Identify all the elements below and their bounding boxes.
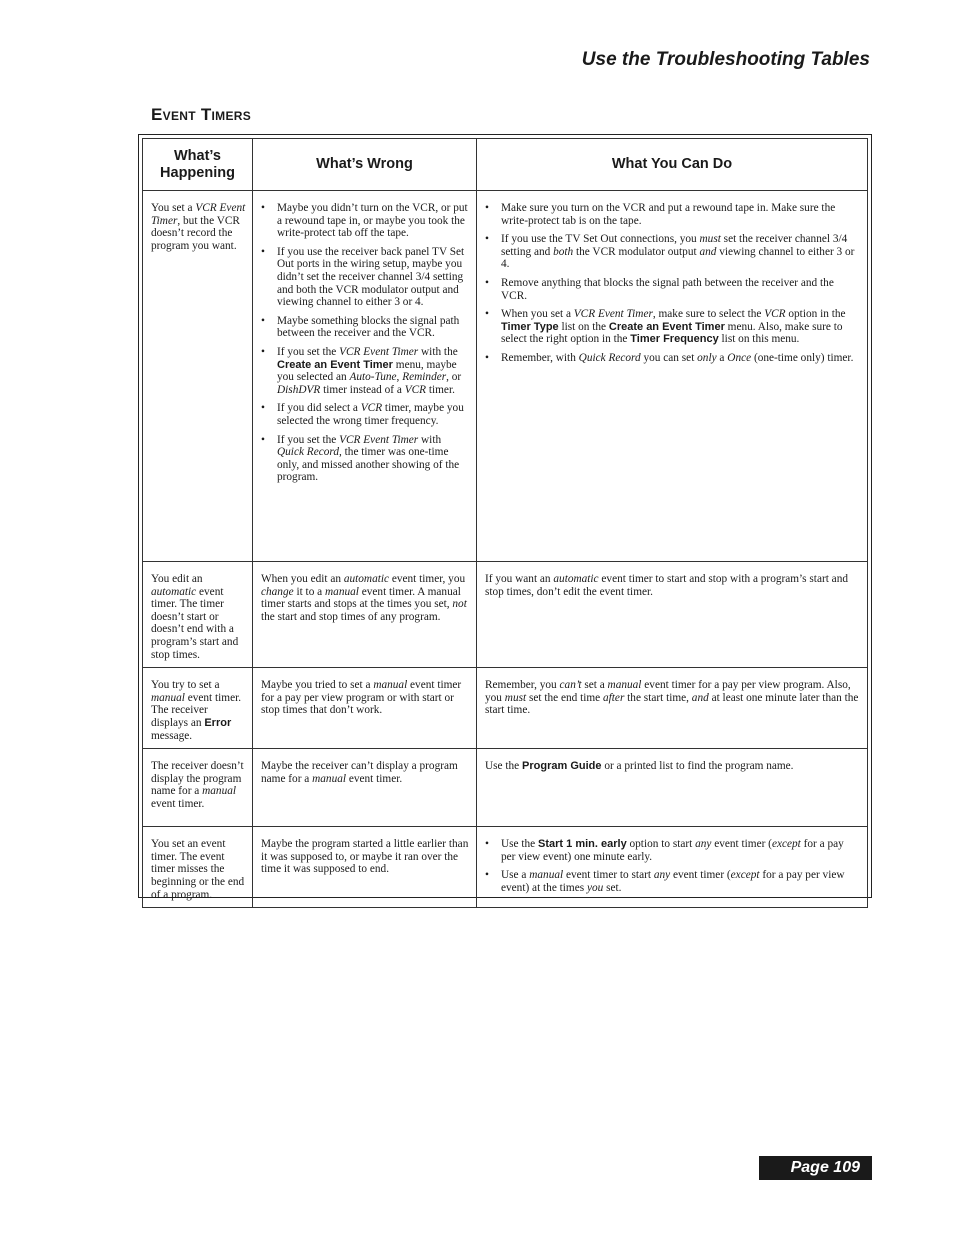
list-item [277,434,470,484]
emphasis-text: any [695,838,712,851]
text-run: event timer. A manual timer starts and stops at the times you set, [261,585,461,611]
list-item [501,838,861,863]
emphasis-text: automatic [553,573,599,585]
emphasis-text: manual [529,869,564,882]
emphasis-text: VCR Event Timer [151,202,246,227]
text-run: Make sure you turn on the VCR and put a rewound tape in. Make sure the write-protect tab is on the tape. [501,202,836,227]
bullet-list [261,202,470,484]
list-item [277,246,470,309]
list-item [501,277,861,302]
text-run: set the end time [526,691,603,704]
emphasis-text: not [452,598,467,611]
list-item [277,346,470,396]
text-run: You edit an [151,573,203,585]
text-run: set a [581,679,608,692]
cell-can-do [477,668,868,749]
column-header-wrong: What’s Wrong [253,139,477,191]
text-run: for a pay per view event) at the times [501,869,845,894]
bullet-list [485,838,861,894]
emphasis-text: Quick Record [578,351,641,364]
emphasis-text: any [653,869,671,882]
ui-term: Program Guide [522,760,602,773]
text-run: event timer to start [563,869,654,882]
table-row [143,668,868,749]
cell-wrong [253,191,477,562]
text-run: a [716,351,728,364]
text-run: You set a [151,202,196,214]
list-item [277,202,470,240]
list-item [277,402,470,427]
ui-term: Create an Event Timer [608,320,725,333]
text-run: event timer to start and stop with a program’s start and stop times, don’t edit the event timer. [485,573,848,598]
list-item [501,869,861,894]
cell-can-do [477,749,868,827]
text-run: timer instead of a [320,383,405,396]
emphasis-text: must [504,691,527,704]
ui-term: Create an Event Timer [277,358,393,371]
text-run: If you use the TV Set Out connections, you [501,233,700,246]
emphasis-text: Quick Record, [277,446,342,459]
column-header-happening: What’s Happening [143,139,253,191]
column-header-can-do: What You Can Do [477,139,868,191]
cell-happening [143,191,253,562]
text-run: for a pay per view event) one minute early. [501,838,844,863]
text-run: event timer for a pay per view program. Also, you [485,679,851,704]
text-run: event timer ( [711,838,772,851]
text-run: If you did select a [277,402,361,415]
text-run: list on this menu. [718,333,800,346]
ui-term: Timer Type [501,320,559,333]
cell-wrong [253,668,477,749]
emphasis-text: manual [373,679,408,692]
text-run: timer. [426,383,455,396]
text-run: option to start [626,838,696,851]
table-row [143,749,868,827]
emphasis-text: manual [607,679,642,692]
emphasis-text: automatic [343,573,390,585]
cell-happening [143,668,253,749]
page-header-title: Use the Troubleshooting Tables [581,49,870,70]
text-run: You set an event timer. The event timer misses the beginning or the end of a program. [151,838,245,901]
ui-term: Error [204,716,232,729]
text-run: If you want an [485,573,554,585]
emphasis-text: VCR Event Timer [339,345,419,358]
text-run: set. [603,881,622,894]
text-run: You try to set a [151,679,220,692]
text-run: Remember, you [485,679,560,692]
emphasis-text: change [261,585,294,598]
text-run: Maybe the receiver can’t display a program name for a [261,760,458,785]
text-run: the start and stop times of any program. [261,610,441,623]
emphasis-text: VCR [764,308,786,321]
troubleshooting-table [142,138,868,908]
emphasis-text: and [691,691,709,704]
emphasis-text: except [771,838,801,851]
text-run: viewing channel to either 3 or 4. [501,245,855,271]
text-run: event timer. [346,772,403,785]
emphasis-text: VCR Event Timer [339,433,419,446]
text-run: the start time, [624,691,692,704]
cell-wrong [253,562,477,668]
text-run: When you edit an [261,573,344,585]
emphasis-text: manual [151,691,185,704]
list-item [501,202,861,227]
text-run: timer, maybe you selected the wrong timer frequency. [277,402,464,427]
table-row [143,191,868,562]
text-run: the timer was one-time only, and missed another showing of the program. [277,446,460,484]
emphasis-text: can’t [559,679,582,692]
emphasis-text: Reminder [402,371,447,384]
text-run: or a printed list to find the program name. [601,760,794,773]
cell-happening [143,749,253,827]
text-run: event timer, you [389,573,466,585]
text-run: Maybe you tried to set a [261,679,374,692]
text-run: The receiver doesn’t display the program name for a [151,760,244,798]
emphasis-text: you [586,881,604,894]
text-run: If you set the [277,345,340,358]
emphasis-text: after [603,691,625,704]
text-run: menu, maybe you selected an [277,358,457,384]
cell-can-do [477,562,868,668]
emphasis-text: must [699,233,721,246]
text-run: event timer ( [670,869,731,882]
text-run: event timer. [151,797,205,810]
list-item [277,315,470,340]
ui-term: Start 1 min. early [538,838,627,851]
emphasis-text: Auto-Tune [349,371,397,384]
cell-wrong [253,827,477,908]
troubleshooting-table-frame [138,134,872,901]
emphasis-text: manual [202,785,237,798]
text-run: event timer. The receiver displays an [151,691,242,729]
emphasis-text: VCR [404,383,427,396]
text-run: event timer. The timer doesn’t start or doesn’t end with a program’s start and stop times. [151,585,239,661]
text-run: it to a [293,585,326,598]
table-row [143,827,868,908]
text-run: If you use the receiver back panel TV Set Out ports in the wiring setup, maybe you didn’t set the receiver channel 3/4 setting and both the VCR modulator output and viewing channel to either 3 or 4. [277,245,465,309]
text-run: (one-time only) timer. [751,351,854,364]
text-run: If you set the [277,433,340,446]
table-header-row [143,139,868,191]
list-item [501,233,861,271]
text-run: at least one minute later than the start time. [485,691,859,717]
text-run: with [418,433,442,446]
cell-can-do [477,191,868,562]
text-run: , but the VCR doesn’t record the program you want. [151,214,240,252]
emphasis-text: and [699,245,717,258]
cell-wrong [253,749,477,827]
text-run: menu. Also, make sure to select the right option in the [501,320,843,346]
text-run: Remember, with [501,351,579,364]
emphasis-text: manual [325,585,359,598]
text-run: option in the [785,308,846,321]
list-item [501,308,861,346]
cell-happening [143,827,253,908]
cell-happening [143,562,253,668]
text-run: Maybe something blocks the signal path between the receiver and the VCR. [277,314,460,340]
cell-can-do [477,827,868,908]
emphasis-text: DishDVR [277,383,321,396]
text-run: Maybe you didn’t turn on the VCR, or put a rewound tape in, or maybe you took the write-protect tab off the tape. [277,202,468,240]
list-item [501,352,861,365]
emphasis-text: Once [727,351,752,364]
text-run: message. [151,729,193,742]
page-number-badge: Page 109 [759,1156,872,1180]
text-run: , make sure to select the [652,308,765,321]
text-run: , [396,371,403,384]
text-run: you can set [640,351,698,364]
text-run: Maybe the program started a little earlier than it was supposed to, or maybe it ran over the time it was supposed to end. [261,838,469,876]
table-row [143,562,868,668]
emphasis-text: VCR Event Timer [573,308,653,321]
emphasis-text: automatic [151,585,197,598]
text-run: Use a [501,869,530,882]
text-run: list on the [558,320,609,333]
text-run: When you set a [501,308,574,321]
emphasis-text: only [697,351,717,364]
text-run: with the [418,345,458,358]
emphasis-text: both [553,245,574,258]
emphasis-text: except [730,869,760,882]
text-run: Use the [501,838,539,851]
text-run: , or [446,371,462,384]
emphasis-text: manual [312,772,347,785]
emphasis-text: VCR [360,402,383,415]
text-run: Remove anything that blocks the signal path between the receiver and the VCR. [501,276,834,302]
text-run: Use the [485,760,523,773]
text-run: event timer for a pay per view program or with start or stop times that don’t work. [261,679,462,717]
text-run: the VCR modulator output [573,245,700,258]
section-title: Event Timers [151,105,252,124]
text-run: set the receiver channel 3/4 setting and [501,233,848,258]
ui-term: Timer Frequency [630,333,719,346]
bullet-list [485,202,861,365]
